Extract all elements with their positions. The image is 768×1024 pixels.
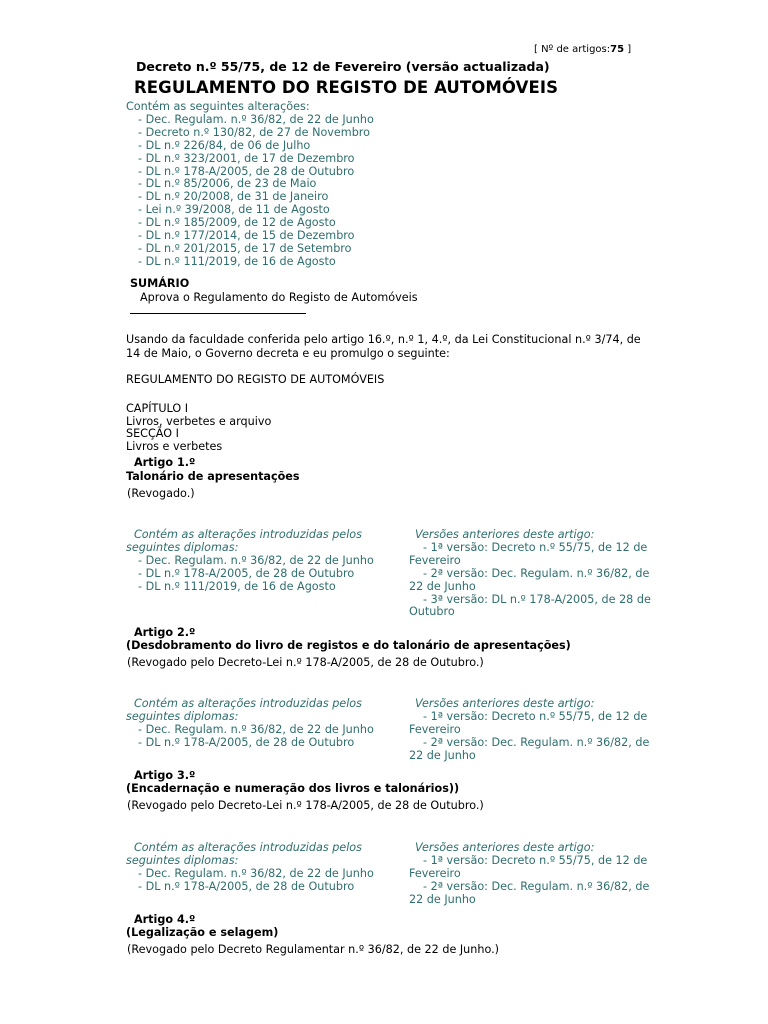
article-changes xyxy=(126,698,398,750)
change-link[interactable]: - Dec. Regulam. n.º 36/82, de 22 de Junho xyxy=(138,866,374,880)
change-link[interactable]: - Dec. Regulam. n.º 36/82, de 22 de Junho xyxy=(138,722,374,736)
change-link[interactable]: - DL n.º 178-A/2005, de 28 de Outubro xyxy=(138,879,355,893)
version-link[interactable]: - 2ª versão: Dec. Regulam. n.º 36/82, de 22 de Junho xyxy=(409,566,650,593)
article-note: (Revogado pelo Decreto Regulamentar n.º 36/82, de 22 de Junho.) xyxy=(127,943,500,956)
alteration-link[interactable]: - DL n.º 185/2009, de 12 de Agosto xyxy=(138,216,336,230)
article-title: (Legalização e selagem) xyxy=(126,926,279,939)
version-link[interactable]: - 2ª versão: Dec. Regulam. n.º 36/82, de 22 de Junho xyxy=(409,879,650,906)
page-title: REGULAMENTO DO REGISTO DE AUTOMÓVEIS xyxy=(134,78,559,97)
version-link[interactable]: - 2ª versão: Dec. Regulam. n.º 36/82, de 22 de Junho xyxy=(409,735,650,762)
article-versions xyxy=(409,842,659,907)
summary-label: SUMÁRIO xyxy=(130,277,190,290)
regulation-heading: REGULAMENTO DO REGISTO DE AUTOMÓVEIS xyxy=(126,373,385,386)
article-number: Artigo 2.º xyxy=(134,626,196,639)
alteration-link[interactable]: - Decreto n.º 130/82, de 27 de Novembro xyxy=(138,125,370,139)
alterations-list xyxy=(126,101,374,269)
divider xyxy=(130,313,306,314)
decree-heading: Decreto n.º 55/75, de 12 de Fevereiro (versão actualizada) xyxy=(136,59,550,74)
article-versions xyxy=(409,529,659,619)
summary-text: Aprova o Regulamento do Registo de Automóveis xyxy=(140,291,418,304)
intro-paragraph: Usando da faculdade conferida pelo artigo 16.º, n.º 1, 4.º, da Lei Constitucional n.º 3/74, de 14 de Maio, o Governo decreta e eu promulgo o seguinte: xyxy=(126,333,641,360)
article-number: Artigo 1.º xyxy=(134,456,196,469)
versions-heading: Versões anteriores deste artigo: xyxy=(415,841,595,854)
article-changes xyxy=(126,529,398,594)
alteration-link[interactable]: - DL n.º 177/2014, de 15 de Dezembro xyxy=(138,229,355,243)
chapter-title: Livros, verbetes e arquivo xyxy=(126,414,272,428)
alteration-link[interactable]: - Lei n.º 39/2008, de 11 de Agosto xyxy=(138,203,330,217)
change-link[interactable]: - DL n.º 111/2019, de 16 de Agosto xyxy=(138,579,336,593)
article-number: Artigo 3.º xyxy=(134,769,196,782)
alteration-link[interactable]: - DL n.º 201/2015, de 17 de Setembro xyxy=(138,241,352,255)
alteration-link[interactable]: - DL n.º 178-A/2005, de 28 de Outubro xyxy=(138,164,355,178)
section-label: SECÇÃO I xyxy=(126,427,179,441)
article-title: Talonário de apresentações xyxy=(126,470,300,483)
alteration-link[interactable]: - DL n.º 20/2008, de 31 de Janeiro xyxy=(138,190,329,204)
article-title: (Desdobramento do livro de registos e do talonário de apresentações) xyxy=(126,639,571,652)
alteration-link[interactable]: - DL n.º 323/2001, de 17 de Dezembro xyxy=(138,151,355,165)
versions-heading: Versões anteriores deste artigo: xyxy=(415,697,595,710)
article-note: (Revogado pelo Decreto-Lei n.º 178-A/2005, de 28 de Outubro.) xyxy=(127,656,484,669)
alteration-link[interactable]: - DL n.º 85/2006, de 23 de Maio xyxy=(138,177,317,191)
version-link[interactable]: - 3ª versão: DL n.º 178-A/2005, de 28 de Outubro xyxy=(409,592,651,619)
chapter-block xyxy=(126,403,271,453)
change-link[interactable]: - DL n.º 178-A/2005, de 28 de Outubro xyxy=(138,566,355,580)
changes-heading: Contém as alterações introduzidas pelos seguintes diplomas: xyxy=(126,697,362,723)
chapter-label: CAPÍTULO I xyxy=(126,402,189,415)
article-title: (Encadernação e numeração dos livros e talonários)) xyxy=(126,782,460,795)
article-number: Artigo 4.º xyxy=(134,913,196,926)
change-link[interactable]: - DL n.º 178-A/2005, de 28 de Outubro xyxy=(138,735,355,749)
version-link[interactable]: - 1ª versão: Decreto n.º 55/75, de 12 de Fevereiro xyxy=(409,709,648,736)
version-link[interactable]: - 1ª versão: Decreto n.º 55/75, de 12 de Fevereiro xyxy=(409,540,648,567)
alteration-link[interactable]: - DL n.º 111/2019, de 16 de Agosto xyxy=(138,254,336,268)
alterations-heading: Contém as seguintes alterações: xyxy=(126,100,310,113)
alteration-link[interactable]: - Dec. Regulam. n.º 36/82, de 22 de Junho xyxy=(138,112,374,126)
article-versions xyxy=(409,698,659,763)
changes-heading: Contém as alterações introduzidas pelos seguintes diplomas: xyxy=(126,841,362,867)
versions-heading: Versões anteriores deste artigo: xyxy=(415,528,595,541)
changes-heading: Contém as alterações introduzidas pelos seguintes diplomas: xyxy=(126,528,362,554)
article-changes xyxy=(126,842,398,894)
alteration-link[interactable]: - DL n.º 226/84, de 06 de Julho xyxy=(138,138,311,152)
article-note: (Revogado.) xyxy=(127,487,195,500)
article-count: [ Nº de artigos:75 ] xyxy=(534,44,632,55)
version-link[interactable]: - 1ª versão: Decreto n.º 55/75, de 12 de Fevereiro xyxy=(409,853,648,880)
article-note: (Revogado pelo Decreto-Lei n.º 178-A/2005, de 28 de Outubro.) xyxy=(127,799,484,812)
change-link[interactable]: - Dec. Regulam. n.º 36/82, de 22 de Junho xyxy=(138,553,374,567)
section-title: Livros e verbetes xyxy=(126,439,223,453)
